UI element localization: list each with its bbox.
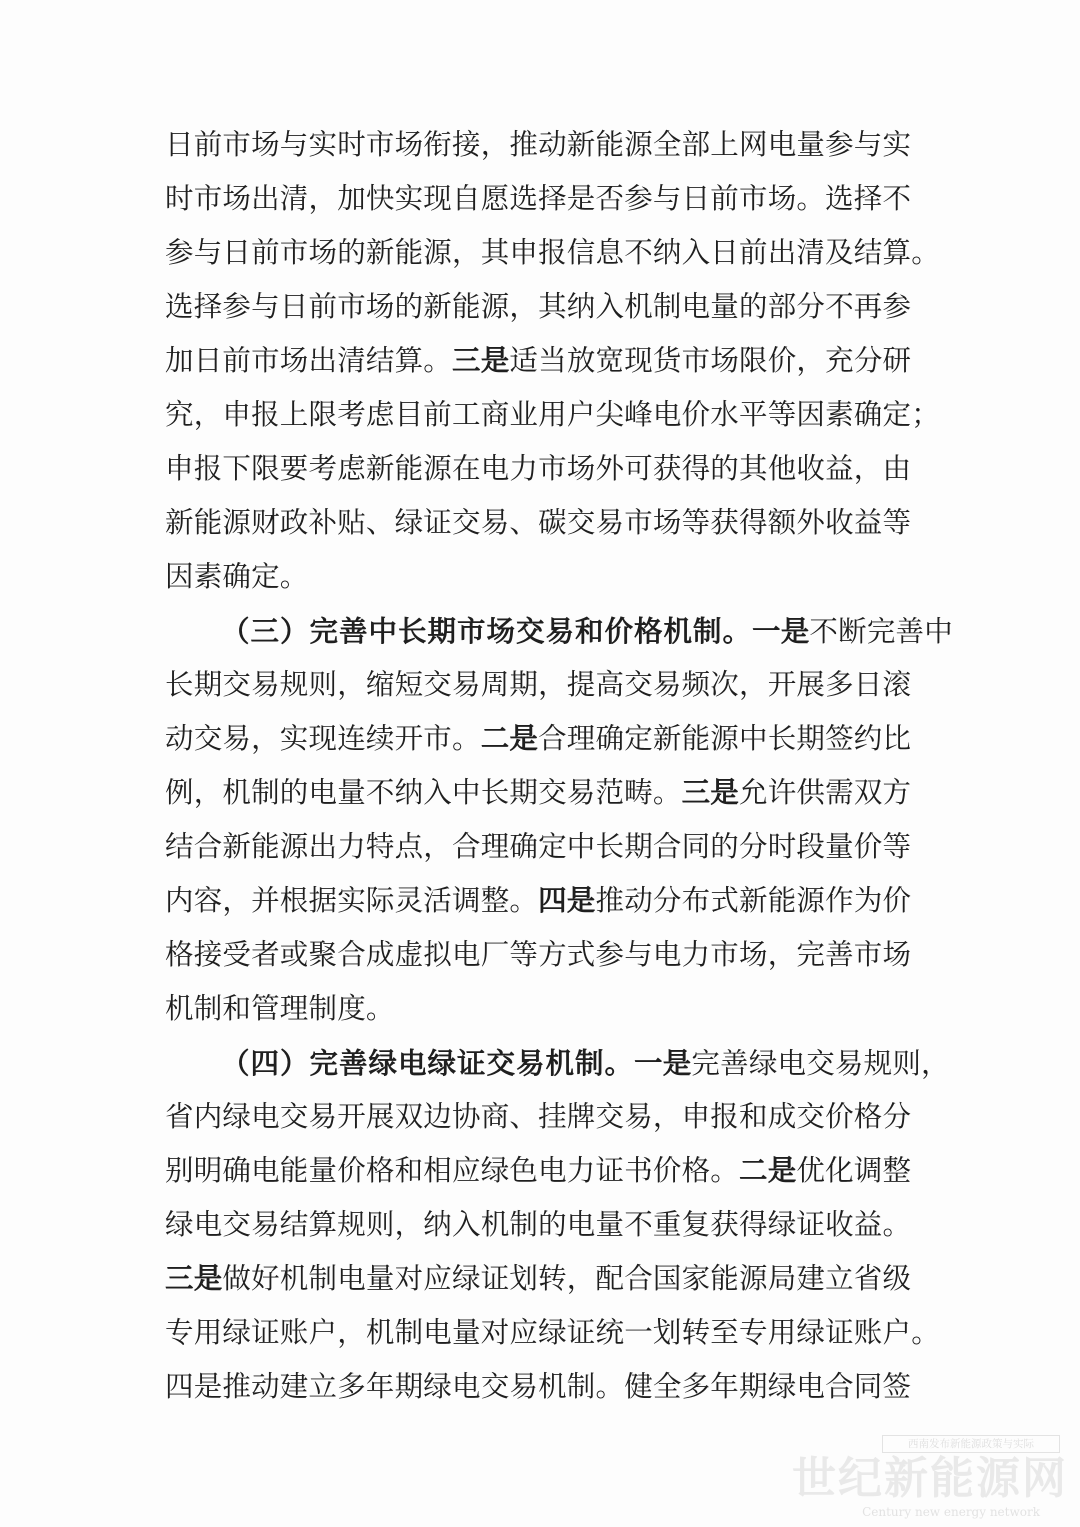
text-segment: 优化调整 xyxy=(796,1154,912,1187)
text-segment: 完善绿电交易规则， xyxy=(691,1047,950,1080)
watermark-sub-text: Century new energy network xyxy=(862,1505,1040,1519)
text-line: 专用绿证账户，机制电量对应绿证统一划转至专用绿证账户。 xyxy=(165,1316,940,1349)
bold-marker: 二是 xyxy=(739,1154,797,1187)
bold-marker: 一是 xyxy=(752,615,810,648)
text-line: 机制和管理制度。 xyxy=(165,992,395,1025)
text-line xyxy=(165,1252,925,1306)
watermark-top-text: 西南发布新能源政策与实际 xyxy=(882,1435,1060,1453)
text-segment: 允许供需双方 xyxy=(739,776,912,809)
text-line: 绿电交易结算规则，纳入机制的电量不重复获得绿证收益。 xyxy=(165,1208,912,1241)
text-segment: 加日前市场出清结算。 xyxy=(165,344,453,377)
bold-marker: 三是 xyxy=(165,1262,223,1295)
text-line xyxy=(165,1144,925,1198)
text-line: 究，申报上限考虑目前工商业用户尖峰电价水平等因素确定； xyxy=(165,398,940,431)
text-line: 时市场出清，加快实现自愿选择是否参与日前市场。选择不 xyxy=(165,182,912,215)
text-line xyxy=(165,712,925,766)
watermark-main-text: 世纪新能源网 xyxy=(792,1453,1068,1504)
text-line xyxy=(165,766,925,820)
text-segment: 不断完善中 xyxy=(809,615,953,648)
text-line: 格接受者或聚合成虚拟电厂等方式参与电力市场，完善市场 xyxy=(165,938,912,971)
text-segment: 合理确定新能源中长期签约比 xyxy=(538,722,912,755)
text-line: 四是推动建立多年期绿电交易机制。健全多年期绿电合同签 xyxy=(165,1370,912,1403)
text-line xyxy=(165,874,925,928)
text-segment: 动交易，实现连续开市。 xyxy=(165,722,481,755)
text-segment: 例，机制的电量不纳入中长期交易范畴。 xyxy=(165,776,682,809)
text-segment: 推动分布式新能源作为价 xyxy=(595,884,912,917)
bold-marker: 三是 xyxy=(452,344,510,377)
bold-marker: 一是 xyxy=(634,1047,692,1080)
bold-marker: 二是 xyxy=(480,722,539,755)
text-segment: 适当放宽现货市场限价，充分研 xyxy=(509,344,912,377)
text-line: 长期交易规则，缩短交易周期，提高交易频次，开展多日滚 xyxy=(165,668,912,701)
section-heading: （三）完善中长期市场交易和价格机制。 xyxy=(221,614,753,648)
text-line xyxy=(165,604,953,658)
text-line: 结合新能源出力特点，合理确定中长期合同的分时段量价等 xyxy=(165,830,912,863)
bold-marker: 三是 xyxy=(681,776,740,809)
text-line: 因素确定。 xyxy=(165,560,309,593)
document-body xyxy=(165,118,953,1414)
text-segment: 别明确电能量价格和相应绿色电力证书价格。 xyxy=(165,1154,740,1187)
text-line xyxy=(165,1036,950,1090)
bold-marker: 四是 xyxy=(538,884,596,917)
text-segment: 内容，并根据实际灵活调整。 xyxy=(165,884,539,917)
text-line: 选择参与日前市场的新能源，其纳入机制电量的部分不再参 xyxy=(165,290,912,323)
text-line: 申报下限要考虑新能源在电力市场外可获得的其他收益，由 xyxy=(165,452,912,485)
text-line: 参与日前市场的新能源，其申报信息不纳入日前出清及结算。 xyxy=(165,236,940,269)
text-line: 省内绿电交易开展双边协商、挂牌交易，申报和成交价格分 xyxy=(165,1100,912,1133)
section-heading: （四）完善绿电绿证交易机制。 xyxy=(221,1046,635,1080)
text-segment: 做好机制电量对应绿证划转，配合国家能源局建立省级 xyxy=(222,1262,912,1295)
text-line: 新能源财政补贴、绿证交易、碳交易市场等获得额外收益等 xyxy=(165,506,912,539)
text-line xyxy=(165,334,925,388)
text-line: 日前市场与实时市场衔接，推动新能源全部上网电量参与实 xyxy=(165,128,912,161)
watermark-logo xyxy=(792,1435,1068,1525)
